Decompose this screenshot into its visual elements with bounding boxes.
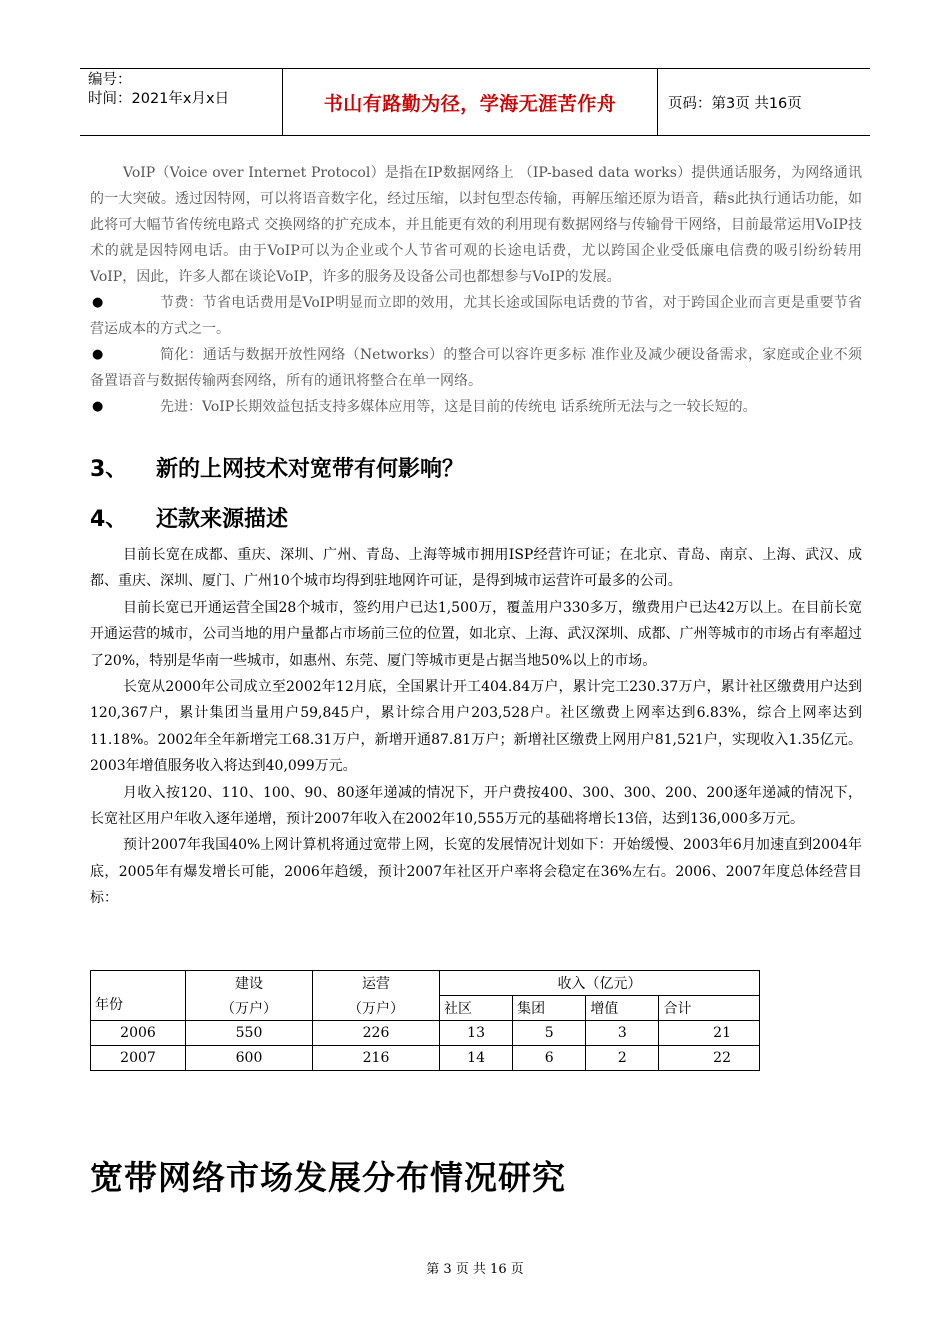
header-op-unit: （万户） <box>313 996 440 1021</box>
header-page-info: 页码：第3页 共16页 <box>668 95 802 112</box>
cell-community: 13 <box>440 1021 513 1046</box>
table-header-row <box>91 971 760 996</box>
voip-bullet-text: 简化：通话与数据开放性网络（Networks）的整合可以容许更多标 准作业及减少硬设备需求，家庭或企业不须备置语音与数据传输两套网络，所有的通讯将整合在单一网络。 <box>90 347 862 389</box>
table-row <box>91 1021 760 1046</box>
header-number: 编号： <box>88 72 132 88</box>
voip-bullet-text: 节费：节省电话费用是VoIP明显而立即的效用，尤其长途或国际电话费的节省，对于跨国企业而言更是重要节省营运成本的方式之一。 <box>90 295 862 337</box>
header-build-unit: （万户） <box>186 996 313 1021</box>
cell-year: 2007 <box>91 1046 186 1071</box>
business-target-table <box>90 970 760 1071</box>
header-time: 时间：2021年x月x日 <box>88 91 230 107</box>
cell-community: 14 <box>440 1046 513 1071</box>
paragraph: 目前长宽在成都、重庆、深圳、广州、青岛、上海等城市拥用ISP经营许可证；在北京、青岛、南京、上海、武汉、成都、重庆、深圳、厦门、广州10个城市均得到驻地网许可证，是得到城市运营许可最多的公司。 <box>90 547 862 590</box>
voip-section <box>90 160 862 420</box>
voip-bullet <box>90 342 862 394</box>
header-income: 收入（亿元） <box>440 971 760 996</box>
header-year: 年份 <box>91 971 186 1021</box>
paragraph: 长宽从2000年公司成立至2002年12月底，全国累计开工404.84万户，累计完工230.37万户，累计社区缴费用户达到120,367户，累计集团当量用户59,845户，累计综合用户203,528户。社区缴费上网率达到6.83%，综合上网率达到11.18%。2002年全年新增完工68.31万户，新增开通87.81万户；新增社区缴费上网用户81,521户，实现收入1.35亿元。2003年增值服务收入将达到40,099万元。 <box>90 679 862 775</box>
paragraph: 目前长宽已开通运营全国28个城市，签约用户已达1,500万，覆盖用户330多万，缴费用户已达42万以上。在目前长宽开通运营的城市，公司当地的用户量都占市场前三位的位置，如北京、上海、武汉深圳、成都、广州等城市的市场占有率超过了20%，特别是华南一些城市，如惠州、东莞、厦门等城市更是占据当地50%以上的市场。 <box>90 599 862 669</box>
cell-total: 22 <box>659 1046 760 1071</box>
page-header <box>80 68 870 136</box>
repayment-section <box>90 542 862 912</box>
cell-group: 5 <box>513 1021 586 1046</box>
header-meta <box>80 69 283 135</box>
cell-vas: 3 <box>586 1021 659 1046</box>
section-heading-4 <box>90 502 288 533</box>
voip-intro: VoIP（Voice over Internet Protocol）是指在IP数据网络上 （IP-based data works）提供通话服务，为网络通讯的一大突破。透过因特网，可以将语音数字化，经过压缩，以封包型态传输，再解压缩还原为语音，藉s此执行通话功能，如此将可大幅节省传统电路式 交换网络的扩充成本，并且能更有效的利用现有数据网络与传输骨干网络，目前最常运用VoIP技术的就是因特网电话。由于VoIP可以为企业或个人节省可观的长途电话费，尤以跨国企业受低廉电信费的吸引纷纷转用VoIP，因此，许多人都在谈论VoIP，许多的服务及设备公司也都想参与VoIP的发展。 <box>90 165 862 285</box>
section-number: 3、 <box>90 457 128 482</box>
bullet-icon: ● <box>92 347 104 362</box>
table-row <box>91 1046 760 1071</box>
header-group: 集团 <box>513 996 586 1021</box>
voip-bullet <box>90 394 862 420</box>
cell-total: 21 <box>659 1021 760 1046</box>
section-title: 新的上网技术对宽带有何影响？ <box>156 457 465 482</box>
cell-year: 2006 <box>91 1021 186 1046</box>
big-title: 宽带网络市场发展分布情况研究 <box>90 1158 566 1197</box>
header-motto: 书山有路勤为径，学海无涯苦作舟 <box>323 92 617 115</box>
header-community: 社区 <box>440 996 513 1021</box>
cell-build: 550 <box>186 1021 313 1046</box>
cell-vas: 2 <box>586 1046 659 1071</box>
paragraph: 预计2007年我国40%上网计算机将通过宽带上网，长宽的发展情况计划如下：开始缓慢、2003年6月加速直到2004年底，2005年有爆发增长可能，2006年趋缓，预计2007年社区开户率将会稳定在36%左右。2006、2007年度总体经营目标： <box>90 837 862 907</box>
cell-group: 6 <box>513 1046 586 1071</box>
voip-bullet <box>90 290 862 342</box>
header-build: 建设 <box>186 971 313 996</box>
voip-bullet-text: 先进：VoIP长期效益包括支持多媒体应用等，这是目前的传统电 话系统所无法与之一较长短的。 <box>160 399 757 415</box>
bullet-icon: ● <box>92 295 104 310</box>
section-heading-3 <box>90 452 464 483</box>
page-footer: 第 3 页 共 16 页 <box>426 1262 524 1277</box>
header-vas: 增值 <box>586 996 659 1021</box>
header-total: 合计 <box>659 996 760 1021</box>
cell-build: 600 <box>186 1046 313 1071</box>
cell-op: 226 <box>313 1021 440 1046</box>
header-motto-cell <box>283 69 658 135</box>
bullet-icon: ● <box>92 399 104 414</box>
paragraph: 月收入按120、110、100、90、80逐年递减的情况下，开户费按400、300、300、200、200逐年递减的情况下，长宽社区用户年收入逐年递增，预计2007年收入在2002年10,555万元的基础将增长13倍，达到136,000多万元。 <box>90 784 862 828</box>
section-title: 还款来源描述 <box>156 507 289 532</box>
header-op: 运营 <box>313 971 440 996</box>
section-number: 4、 <box>90 507 128 532</box>
table-subheader-row <box>91 996 760 1021</box>
cell-op: 216 <box>313 1046 440 1071</box>
